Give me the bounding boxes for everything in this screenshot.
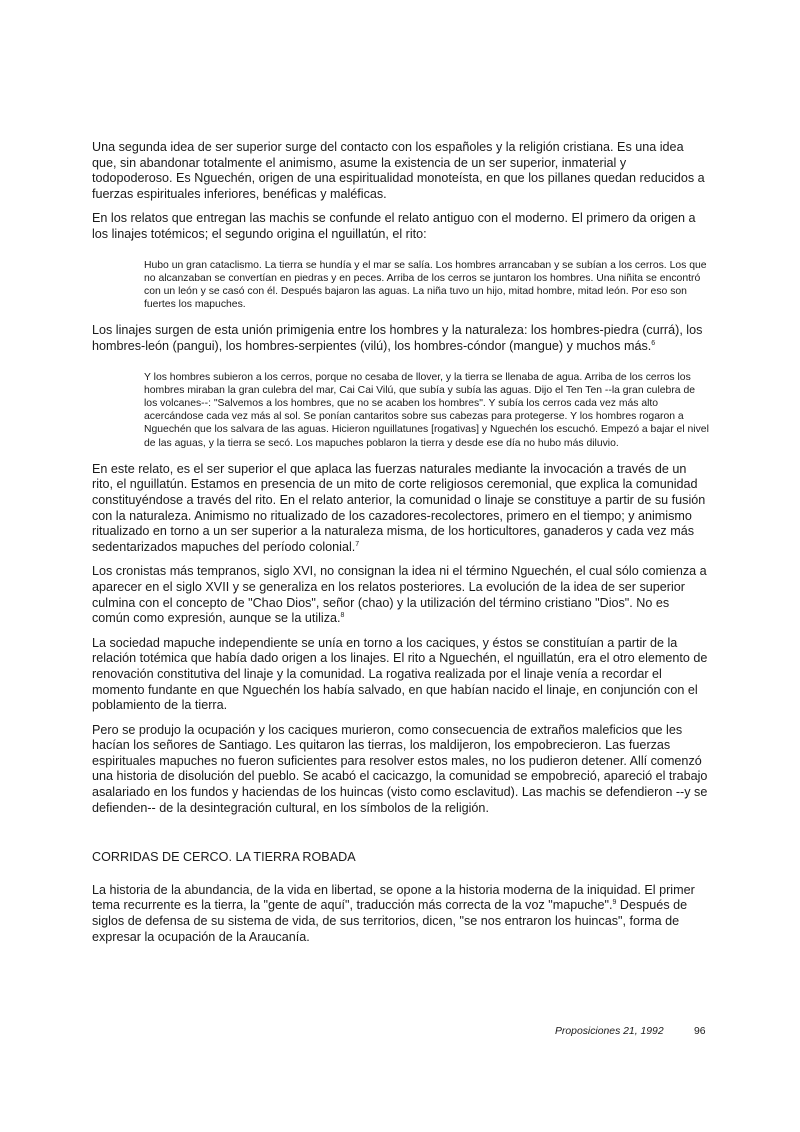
section-title: CORRIDAS DE CERCO. LA TIERRA ROBADA xyxy=(92,850,356,865)
block-quote-1: Hubo un gran cataclismo. La tierra se hundía y el mar se salía. Los hombres arrancaban y se subían a los cerros. Los que no alcanzaban se convertían en piedras y en peces. Arriba de los cerros se juntaron los hombres. Una niñita se encontró con un león y se casó con él. Después bajaron las aguas. La niña tuvo un hijo, mitad hombre, mitad león. Por eso son fuertes los mapuches. xyxy=(144,259,707,311)
footnote-ref-8: 8 xyxy=(340,612,345,620)
page-number: 96 xyxy=(694,1026,706,1037)
paragraph-7: Pero se produjo la ocupación y los caciques murieron, como consecuencia de extraños maleficios que les hacían los señores de Santiago. Les quitaron las tierras, los maldijeron, los empobrecieron. Las fuerzas espirituales mapuches no fueron suficientes para resolver estos males, no los pudieron detener. Allí comenzó una historia de disolución del pueblo. Se acabó el cacicazgo, la comunidad se empobreció, apareció el trabajo asalariado en los fundos y haciendas de los huincas (visto como esclavitud). Las machis se defendieron --y se defienden-- de la desintegración cultural, en los símbolos de la religión. xyxy=(92,722,708,815)
paragraph-4-text: En este relato, es el ser superior el que aplaca las fuerzas naturales mediante la invocación a través de un rito, el nguillatún. Estamos en presencia de un mito de corte religiosos ceremonial, que explica la comunidad constituyéndose a través del rito. En el relato anterior, la comunidad o linaje se constituye a partir de su fusión con la naturaleza. Animismo no ritualizado de los cazadores-recolectores, primero en el tiempo; y animismo ritualizado en torno a un ser superior a la naturaleza misma, de los horticultores, ganaderos y cada vez más sedentarizados mapuches del período colonial. xyxy=(92,461,706,554)
paragraph-8 xyxy=(92,883,710,945)
paragraph-6: La sociedad mapuche independiente se unía en torno a los caciques, y éstos se constituían a partir de la relación totémica que había dado origen a los linajes. El rito a Nguechén, el nguillatún, era el otro elemento de renovación constitutiva del linaje y la comunidad. La rogativa realizada por el linaje venía a recordar el momento fundante en que Nguechén los había salvado, en que habían nacido el linaje, en conjunción con el poblamiento de la tierra. xyxy=(92,635,708,713)
footnote-ref-7: 7 xyxy=(355,540,360,548)
journal-citation: Proposiciones 21, 1992 xyxy=(555,1026,664,1037)
paragraph-2: En los relatos que entregan las machis se confunde el relato antiguo con el moderno. El primero da origen a los linajes totémicos; el segundo origina el nguillatún, el rito: xyxy=(92,211,696,241)
document-body xyxy=(92,140,710,954)
paragraph-3-text: Los linajes surgen de esta unión primigenia entre los hombres y la naturaleza: los hombres-piedra (currá), los hombres-león (pangui), los hombres-serpientes (vilú), los hombres-cóndor (mangue) y muchos más. xyxy=(92,323,703,353)
paragraph-1: Una segunda idea de ser superior surge del contacto con los españoles y la religión cristiana. Es una idea que, sin abandonar totalmente el animismo, asume la existencia de un ser superior, inmaterial y todopoderoso. Es Nguechén, origen de una espiritualidad monoteísta, en que los pillanes quedan reducidos a fuerzas espirituales inferiores, benéficas y maléficas. xyxy=(92,140,705,201)
paragraph-4 xyxy=(92,462,710,556)
paragraph-8-text-b: Después de siglos de defensa de su sistema de vida, de sus territorios, dicen, "se nos entraron los huincas", forma de expresar la ocupación de la Araucanía. xyxy=(92,898,688,944)
paragraph-5 xyxy=(92,564,710,626)
paragraph-3 xyxy=(92,323,710,354)
block-quote-2: Y los hombres subieron a los cerros, porque no cesaba de llover, y la tierra se llenaba de agua. Arriba de los cerros los hombres miraban la gran culebra del mar, Cai Cai Vilú, que subía y subía las aguas. Dijo el Ten Ten --la gran culebra de los volcanes--: "Salvemos a los hombres, que no se acaben los hombres". Y subía los cerros cada vez más alto acercándose cada vez más al sol. Se ponían cantaritos sobre sus cabezas para protegerse. Y los hombres rogaron a Nguechén que los salvara de las aguas. Hicieron nguillatunes [rogativas] y Nguechén los escuchó. Empezó a bajar el nivel de las aguas, y la tierra se secó. Los mapuches poblaron la tierra y desde ese día no hubo más diluvio. xyxy=(144,371,709,449)
paragraph-8-text-a: La historia de la abundancia, de la vida en libertad, se opone a la historia moderna de la iniquidad. El primer tema recurrente es la tierra, la "gente de aquí", traducción más correcta de la voz "mapuche". xyxy=(92,882,695,913)
footnote-ref-9: 9 xyxy=(612,899,617,907)
footnote-ref-6: 6 xyxy=(651,339,656,347)
paragraph-5-text: Los cronistas más tempranos, siglo XVI, no consignan la idea ni el término Nguechén, el cual sólo comienza a aparecer en el siglo XVII y se generaliza en los relatos posteriores. La evolución de la idea de ser superior culmina con el concepto de "Chao Dios", señor (chao) y la utilización del término cristiano "Dios". No es común como expresión, aunque se la utiliza. xyxy=(92,564,707,626)
